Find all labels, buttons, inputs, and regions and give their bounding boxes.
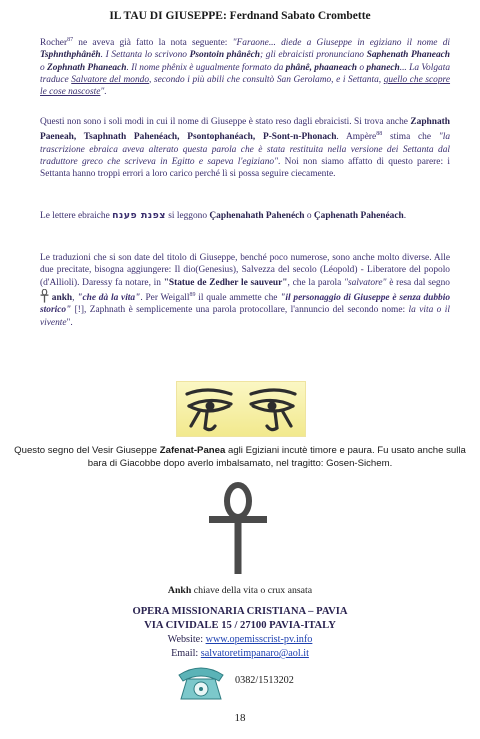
rotary-phone-icon	[175, 663, 227, 701]
text: Rocher	[40, 38, 68, 49]
name-variant: Tsphnthphânêh	[40, 50, 101, 61]
text: stima che	[382, 132, 439, 143]
underlined-text: Salvatore del mondo	[71, 75, 150, 86]
hebrew-text: צפנת פענח	[112, 210, 166, 221]
website-line	[0, 634, 480, 645]
text: [!], Zaphnath è semplicemente una parola protocollare, l'annuncio del secondo nome:	[71, 305, 409, 316]
quote-text: "salvatore"	[344, 277, 387, 288]
quote-text: o	[357, 62, 367, 73]
text: il quale ammette che	[195, 293, 281, 304]
org-address: VIA CIVIDALE 15 / 27100 PAVIA-ITALY	[144, 620, 336, 631]
website-label: Website:	[167, 634, 206, 645]
paragraph-other-names	[40, 116, 450, 181]
org-name: OPERA MISSIONARIA CRISTIANA – PAVIA	[132, 606, 348, 617]
quote-text: "il personaggio di Giuseppe è senza dubbio storico"	[40, 293, 451, 316]
name-variant: Psontoin phânêch	[189, 50, 261, 61]
paragraph-rocher	[40, 34, 450, 99]
name-variant: phânê, phaaneach	[285, 62, 357, 73]
text: . Noi non siamo affatto di questo parere: i Settanta hanno troppi errori a loro carico perché lì si possa seguire ciecamente.	[40, 157, 450, 180]
name-variant: Çaphenahath Pahenéch	[209, 211, 305, 221]
footnote-ref: 89	[189, 291, 196, 298]
name-variant: Çaphenath Pahenéach	[313, 211, 404, 221]
text: Questi non sono i soli modi in cui il nome di Giuseppe è stato reso dagli ebraicisti. Si trova anche	[40, 117, 411, 127]
text: ne aveva già fatto la nota seguente:	[73, 38, 233, 49]
quote-text: "che dà la vita"	[77, 293, 141, 304]
quote-text: o	[40, 62, 48, 73]
email-link[interactable]: salvatoretimpanaro@aol.it	[200, 648, 309, 659]
paragraph-translations	[40, 252, 450, 329]
text: si leggono	[165, 211, 210, 221]
eye-of-horus-pair-icon	[177, 382, 305, 436]
text: ".	[66, 317, 73, 328]
text: agli Egiziani incutè timore e paura. Fu usato anche sulla bara di Giacobbe dopo averlo imbalsamato, nel tragitto: Gosen-Sichem.	[87, 445, 466, 469]
text: è resa dal segno	[386, 277, 450, 288]
quote-text: "la trascrizione ebraica aveva alterato questa parola che è stata restituita nella versione dei Settanta dal traduttore greco che scriveva in Egitto e sapeva l'egiziano"	[40, 132, 451, 168]
statue-title: "Statue de Zedher le sauveur"	[163, 277, 288, 288]
page-number: 18	[234, 712, 246, 724]
quote-text: . I Settanta lo scrivono	[100, 50, 190, 61]
text: . Per Weigall	[140, 293, 190, 304]
eye-of-horus-image	[176, 381, 306, 437]
website-link[interactable]: www.opemisscrist-pv.info	[205, 634, 313, 645]
paragraph-hebrew-letters	[40, 210, 450, 222]
quote-text: la vita o il vivente	[40, 305, 450, 328]
text: .	[403, 211, 407, 221]
text: chiave della vita o crux ansata	[191, 585, 313, 596]
quote-text: ; gli ebraicisti pronunciano	[260, 50, 367, 61]
footnote-ref: 87	[67, 37, 74, 43]
text: ,	[72, 293, 78, 304]
quote-text: "Faraone... diede a Giuseppe in egiziano il nome di	[232, 38, 450, 49]
quote-text: , secondo i più abili che consultò San Gerolamo, e i Settanta,	[149, 75, 384, 86]
ankh-word: Ankh	[167, 585, 192, 596]
text: , che la parola	[287, 277, 345, 288]
page-title: IL TAU DI GIUSEPPE: Ferdnand Sabato Crombette	[109, 10, 371, 22]
text: o	[304, 211, 314, 221]
footnote-ref: 88	[376, 131, 383, 138]
underlined-text: quello che scopre le cose nascoste	[40, 75, 451, 98]
name-zafenat-panea: Zafenat-Panea	[159, 445, 226, 456]
text: . Ampère	[336, 132, 377, 143]
text: Questo segno del Vesir Giuseppe	[14, 445, 160, 456]
ankh-icon	[40, 289, 49, 303]
image-caption	[10, 445, 470, 470]
ankh-word: ankh	[51, 293, 73, 304]
quote-text: . Il nome phênix è ugualmente formato da	[126, 62, 286, 73]
name-variant: Zophnath Phaneach	[47, 62, 127, 73]
quote-text: ... La Volgata traduce	[40, 62, 451, 86]
phone-number: 0382/1513202	[235, 675, 294, 686]
quote-text: ".	[100, 87, 107, 98]
email-label: Email:	[171, 648, 201, 659]
text: Le traduzioni che si son date del titolo di Giuseppe, benché poco numerose, sono anche molto diverse. Alle due precitate, bisogna aggiungere: Il dio(Genesius), Salvezza del secolo (Léopold) - Liberatore del popolo (d'Allioli). Daressy fa notare, in	[40, 253, 450, 288]
ankh-caption	[0, 585, 480, 596]
name-variant: Saphenath Phaneach	[366, 50, 451, 61]
text: Le lettere ebraiche	[40, 211, 113, 221]
name-variants: Zaphnath Paeneah, Tsaphnath Pahenéach, Psontophanéach, P-Sont-n-Phonach	[40, 117, 450, 143]
name-variant: phanech	[366, 62, 400, 73]
ankh-icon	[205, 480, 271, 576]
email-line	[0, 648, 480, 659]
